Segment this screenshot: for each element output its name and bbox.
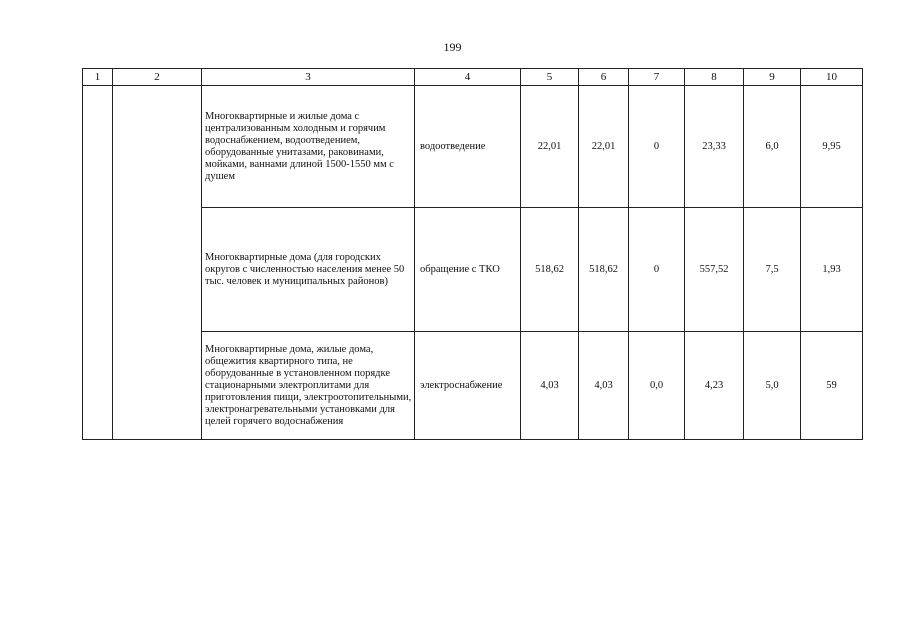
empty-cell (83, 332, 113, 440)
row-value-5: 22,01 (521, 86, 579, 208)
column-header: 4 (415, 69, 521, 86)
row-service: обращение с ТКО (415, 208, 521, 332)
row-description: Многоквартирные дома, жилые дома, общежития квартирного типа, не оборудованные в установленном порядке стационарными электроплитами для приготовления пищи, электроотопительными, электронагревательными установками для целей горячего водоснабжения (202, 332, 415, 440)
table-row (83, 86, 863, 208)
row-value-6: 22,01 (579, 86, 629, 208)
page-number: 199 (443, 40, 462, 54)
row-value-6: 518,62 (579, 208, 629, 332)
header-row (83, 69, 863, 86)
row-value-10: 9,95 (801, 86, 863, 208)
row-value-7: 0 (629, 86, 685, 208)
row-value-8: 4,23 (685, 332, 744, 440)
empty-cell (83, 86, 113, 208)
column-header: 10 (801, 69, 863, 86)
row-value-9: 7,5 (744, 208, 801, 332)
column-header: 2 (113, 69, 202, 86)
table-row (83, 332, 863, 440)
row-value-5: 518,62 (521, 208, 579, 332)
row-service: водоотведение (415, 86, 521, 208)
row-value-8: 557,52 (685, 208, 744, 332)
data-table (82, 68, 863, 440)
column-header: 7 (629, 69, 685, 86)
empty-cell (83, 208, 113, 332)
column-header: 3 (202, 69, 415, 86)
row-description: Многоквартирные и жилые дома с централизованным холодным и горячим водоснабжением, водоотведением, оборудованные унитазами, раковинами, мойками, ваннами длиной 1500-1550 мм с душем (202, 86, 415, 208)
empty-cell (113, 208, 202, 332)
row-description: Многоквартирные дома (для городских округов с численностью населения менее 50 тыс. человек и муниципальных районов) (202, 208, 415, 332)
row-value-7: 0,0 (629, 332, 685, 440)
row-service: электроснабжение (415, 332, 521, 440)
row-value-10: 1,93 (801, 208, 863, 332)
empty-cell (113, 86, 202, 208)
table-row (83, 208, 863, 332)
column-header: 1 (83, 69, 113, 86)
empty-cell (113, 332, 202, 440)
column-header: 8 (685, 69, 744, 86)
row-value-5: 4,03 (521, 332, 579, 440)
column-header: 9 (744, 69, 801, 86)
row-value-7: 0 (629, 208, 685, 332)
row-value-9: 5,0 (744, 332, 801, 440)
column-header: 6 (579, 69, 629, 86)
row-value-8: 23,33 (685, 86, 744, 208)
row-value-6: 4,03 (579, 332, 629, 440)
row-value-9: 6,0 (744, 86, 801, 208)
column-header: 5 (521, 69, 579, 86)
row-value-10: 59 (801, 332, 863, 440)
